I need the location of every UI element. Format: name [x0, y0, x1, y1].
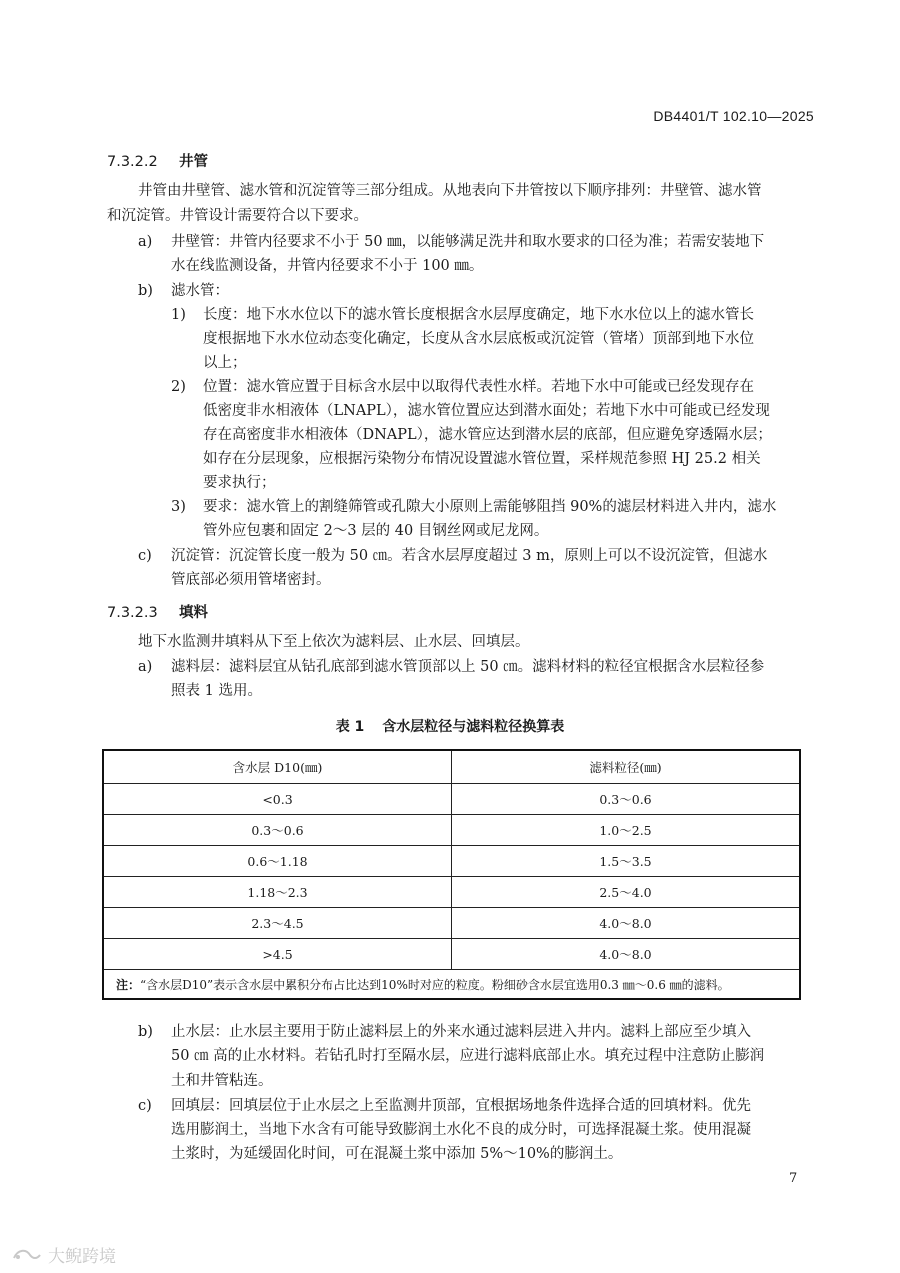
sublist-line: 以上；: [203, 355, 247, 371]
column-header-aquifer-d10: 含水层 D10(㎜): [103, 750, 452, 784]
list-marker: a): [138, 234, 153, 250]
list-item-line: 回填层：回填层位于止水层之上至监测井顶部，宜根据场地条件选择合适的回填材料。优先: [171, 1098, 751, 1114]
document-id: DB4401/T 102.10—2025: [653, 108, 814, 124]
column-header-filter-size: 滤料粒径(㎜): [452, 750, 801, 784]
list-item-line: 水在线监测设备，井管内径要求不小于 100 ㎜。: [171, 258, 484, 274]
table-row: [103, 784, 800, 815]
list-item-line: 滤料层：滤料层宜从钻孔底部到滤水管顶部以上 50 ㎝。滤料材料的粒径宜根据含水层粒径参: [171, 659, 765, 675]
paragraph-line: 地下水监测井填料从下至上依次为滤料层、止水层、回填层。: [138, 634, 530, 650]
list-item-line: 管底部必须用管堵密封。: [171, 572, 331, 588]
page-number: 7: [789, 1171, 798, 1186]
table-row: [103, 815, 800, 846]
watermark: [12, 1242, 116, 1267]
table-row: [103, 908, 800, 939]
salamander-logo-icon: [12, 1246, 42, 1264]
table-caption: 含水层粒径与滤料粒径换算表: [382, 719, 565, 735]
section-heading-7323: [107, 601, 208, 622]
sublist-line: 位置：滤水管应置于目标含水层中以取得代表性水样。若地下水中可能或已经发现存在: [203, 379, 754, 395]
table-cell: 1.5～3.5: [452, 846, 801, 877]
list-marker: c): [138, 548, 152, 564]
list-item-line: 井壁管：井管内径要求不小于 50 ㎜，以能够满足洗井和取水要求的口径为准；若需安装地下: [171, 234, 765, 250]
sublist-marker: 1): [171, 307, 186, 323]
table-note-row: [103, 970, 800, 1000]
table-cell: 0.6～1.18: [103, 846, 452, 877]
table-cell: 2.3～4.5: [103, 908, 452, 939]
list-item-line: 选用膨润土，当地下水含有可能导致膨润土水化不良的成分时，可选择混凝土浆。使用混凝: [171, 1122, 751, 1138]
sublist-line: 低密度非水相液体（LNAPL），滤水管位置应达到潜水面处；若地下水中可能或已经发现: [203, 403, 770, 419]
list-item-line: 止水层：止水层主要用于防止滤料层上的外来水通过滤料层进入井内。滤料上部应至少填入: [171, 1024, 751, 1040]
table-row: [103, 877, 800, 908]
section-number: 7.3.2.3: [107, 605, 158, 621]
sublist-marker: 3): [171, 499, 186, 515]
particle-size-table: [102, 749, 801, 1000]
note-label: 注：: [116, 977, 141, 992]
table-cell: >4.5: [103, 939, 452, 970]
list-item-line: 滤水管：: [171, 283, 229, 299]
sublist-line: 要求执行；: [203, 475, 276, 491]
table-label: 表 1: [335, 719, 365, 735]
paragraph-line: 井管由井壁管、滤水管和沉淀管等三部分组成。从地表向下井管按以下顺序排列：井壁管、滤水管: [138, 183, 762, 199]
list-item-line: 照表 1 选用。: [171, 683, 262, 699]
sublist-line: 管外应包裹和固定 2～3 层的 40 目钢丝网或尼龙网。: [203, 523, 549, 539]
sublist-line: 长度：地下水水位以下的滤水管长度根据含水层厚度确定，地下水水位以上的滤水管长: [203, 307, 754, 323]
section-heading-7322: [107, 150, 208, 171]
paragraph-line: 和沉淀管。井管设计需要符合以下要求。: [107, 208, 368, 224]
list-marker: c): [138, 1098, 152, 1114]
table-header-row: [103, 750, 800, 784]
table-cell: 1.18～2.3: [103, 877, 452, 908]
note-text: “含水层D10”表示含水层中累积分布占比达到10%时对应的粒度。粉细砂含水层宜选用0.3 ㎜～0.6 ㎜的滤料。: [140, 977, 730, 992]
table-cell: <0.3: [103, 784, 452, 815]
table-cell: 1.0～2.5: [452, 815, 801, 846]
table-cell: 0.3～0.6: [452, 784, 801, 815]
table-cell: 2.5～4.0: [452, 877, 801, 908]
section-title: 井管: [179, 154, 208, 170]
section-number: 7.3.2.2: [107, 154, 158, 170]
table-cell: 4.0～8.0: [452, 939, 801, 970]
sublist-line: 要求：滤水管上的割缝筛管或孔隙大小原则上需能够阻挡 90%的滤层材料进入井内，滤水: [203, 499, 777, 515]
table-cell: 4.0～8.0: [452, 908, 801, 939]
table-cell: 0.3～0.6: [103, 815, 452, 846]
table-note: [103, 970, 800, 1000]
list-item-line: 土浆时，为延缓固化时间，可在混凝土浆中添加 5%～10%的膨润土。: [171, 1146, 623, 1162]
table-row: [103, 846, 800, 877]
table-title: [0, 716, 900, 736]
sublist-marker: 2): [171, 379, 186, 395]
list-marker: b): [138, 283, 153, 299]
watermark-text: 大鲵跨境: [48, 1247, 116, 1267]
sublist-line: 存在高密度非水相液体（DNAPL），滤水管应达到潜水层的底部，但应避免穿透隔水层；: [203, 427, 772, 443]
table-row: [103, 939, 800, 970]
list-item-line: 50 ㎝ 高的止水材料。若钻孔时打至隔水层，应进行滤料底部止水。填充过程中注意防止膨润: [171, 1048, 765, 1064]
sublist-line: 度根据地下水水位动态变化确定，长度从含水层底板或沉淀管（管堵）顶部到地下水位: [203, 331, 754, 347]
list-marker: a): [138, 659, 153, 675]
list-item-line: 土和井管粘连。: [171, 1073, 273, 1089]
section-title: 填料: [179, 605, 208, 621]
sublist-line: 如存在分层现象，应根据污染物分布情况设置滤水管位置，采样规范参照 HJ 25.2 相关: [203, 451, 761, 467]
list-marker: b): [138, 1024, 153, 1040]
list-item-line: 沉淀管：沉淀管长度一般为 50 ㎝。若含水层厚度超过 3 m，原则上可以不设沉淀管，但滤水: [171, 548, 768, 564]
